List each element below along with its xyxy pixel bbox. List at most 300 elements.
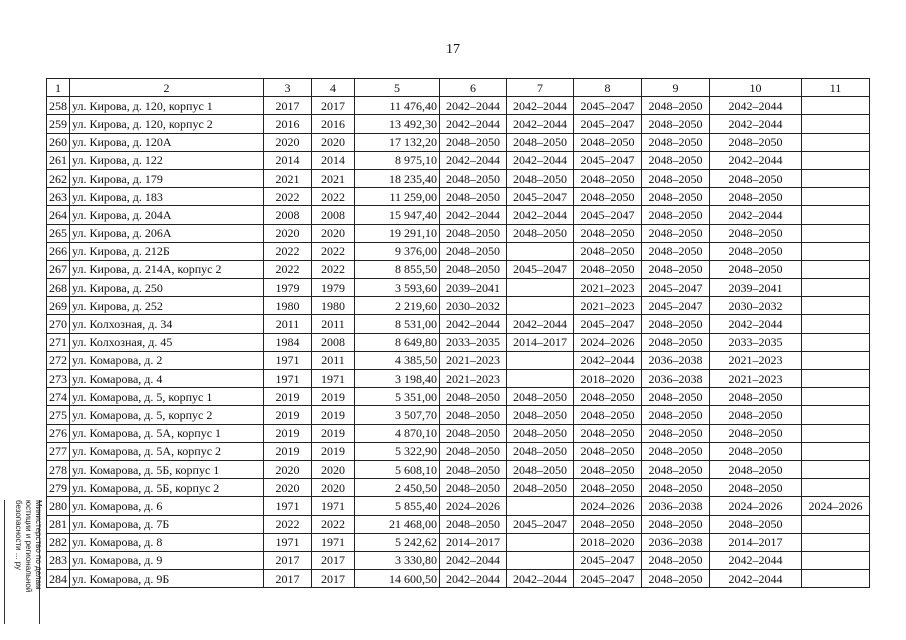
period-cell <box>802 351 870 369</box>
period-cell: 2045–2047 <box>574 315 642 333</box>
row-number: 280 <box>47 497 70 515</box>
row-number: 259 <box>47 115 70 133</box>
period-cell <box>802 115 870 133</box>
period-cell: 2048–2050 <box>710 388 802 406</box>
column-header: 4 <box>312 79 355 97</box>
year-cell: 2022 <box>312 188 355 206</box>
period-cell <box>507 370 574 388</box>
period-cell: 2048–2050 <box>710 442 802 460</box>
year-cell: 2020 <box>312 224 355 242</box>
period-cell: 2024–2026 <box>574 333 642 351</box>
period-cell <box>802 242 870 260</box>
row-number: 268 <box>47 279 70 297</box>
year-built-cell: 2022 <box>264 260 312 278</box>
address-cell: ул. Колхозная, д. 45 <box>70 333 264 351</box>
year-built-cell: 2020 <box>264 479 312 497</box>
area-cell: 5 322,90 <box>355 442 440 460</box>
year-cell: 1971 <box>312 533 355 551</box>
period-cell: 2048–2050 <box>642 260 710 278</box>
period-cell: 2048–2050 <box>507 442 574 460</box>
period-cell: 2042–2044 <box>710 570 802 588</box>
year-built-cell: 2019 <box>264 424 312 442</box>
row-number: 262 <box>47 169 70 187</box>
year-cell: 2021 <box>312 169 355 187</box>
column-header: 10 <box>710 79 802 97</box>
column-header: 7 <box>507 79 574 97</box>
period-cell: 2048–2050 <box>440 515 507 533</box>
period-cell: 2021–2023 <box>710 370 802 388</box>
row-number: 281 <box>47 515 70 533</box>
table-row <box>47 460 870 478</box>
period-cell: 2048–2050 <box>574 242 642 260</box>
period-cell: 2048–2050 <box>710 460 802 478</box>
year-built-cell: 1971 <box>264 351 312 369</box>
year-cell: 2022 <box>312 260 355 278</box>
period-cell: 2048–2050 <box>574 442 642 460</box>
period-cell: 2048–2050 <box>710 424 802 442</box>
period-cell: 2033–2035 <box>710 333 802 351</box>
table-row <box>47 497 870 515</box>
period-cell: 2045–2047 <box>642 297 710 315</box>
period-cell: 2048–2050 <box>574 133 642 151</box>
period-cell: 2042–2044 <box>440 206 507 224</box>
address-cell: ул. Комарова, д. 2 <box>70 351 264 369</box>
row-number: 284 <box>47 570 70 588</box>
area-cell: 13 492,30 <box>355 115 440 133</box>
period-cell: 2048–2050 <box>507 406 574 424</box>
column-header: 3 <box>264 79 312 97</box>
address-cell: ул. Комарова, д. 5А, корпус 2 <box>70 442 264 460</box>
stamp-text <box>13 500 43 624</box>
row-number: 275 <box>47 406 70 424</box>
period-cell: 2024–2026 <box>440 497 507 515</box>
stamp-line: Министерство по делам <box>34 500 43 590</box>
period-cell <box>802 206 870 224</box>
area-cell: 3 330,80 <box>355 551 440 569</box>
year-built-cell: 2020 <box>264 460 312 478</box>
period-cell: 2048–2050 <box>507 388 574 406</box>
period-cell: 2048–2050 <box>440 188 507 206</box>
row-number: 264 <box>47 206 70 224</box>
area-cell: 4 870,10 <box>355 424 440 442</box>
period-cell: 2048–2050 <box>574 169 642 187</box>
row-number: 266 <box>47 242 70 260</box>
year-cell: 2019 <box>312 442 355 460</box>
area-cell: 8 855,50 <box>355 260 440 278</box>
address-cell: ул. Комарова, д. 5, корпус 2 <box>70 406 264 424</box>
year-built-cell: 2017 <box>264 97 312 115</box>
period-cell: 2048–2050 <box>574 188 642 206</box>
address-cell: ул. Колхозная, д. 34 <box>70 315 264 333</box>
period-cell: 2042–2044 <box>507 206 574 224</box>
year-built-cell: 2022 <box>264 188 312 206</box>
period-cell <box>802 460 870 478</box>
year-built-cell: 2019 <box>264 388 312 406</box>
period-cell: 2024–2026 <box>802 497 870 515</box>
period-cell: 2042–2044 <box>440 551 507 569</box>
period-cell: 2048–2050 <box>642 479 710 497</box>
period-cell: 2021–2023 <box>710 351 802 369</box>
table-row <box>47 224 870 242</box>
year-cell: 2011 <box>312 351 355 369</box>
period-cell: 2036–2038 <box>642 351 710 369</box>
period-cell: 2048–2050 <box>440 260 507 278</box>
period-cell: 2039–2041 <box>440 279 507 297</box>
period-cell: 2048–2050 <box>642 406 710 424</box>
year-cell: 1971 <box>312 497 355 515</box>
period-cell: 2048–2050 <box>710 260 802 278</box>
row-number: 278 <box>47 460 70 478</box>
period-cell <box>802 424 870 442</box>
row-number: 282 <box>47 533 70 551</box>
year-cell: 2017 <box>312 97 355 115</box>
year-built-cell: 2011 <box>264 315 312 333</box>
period-cell: 2014–2017 <box>710 533 802 551</box>
year-built-cell: 2017 <box>264 551 312 569</box>
table-row <box>47 442 870 460</box>
period-cell <box>507 279 574 297</box>
year-cell: 2019 <box>312 388 355 406</box>
area-cell: 19 291,10 <box>355 224 440 242</box>
period-cell <box>802 279 870 297</box>
address-cell: ул. Кирова, д. 250 <box>70 279 264 297</box>
period-cell: 2042–2044 <box>710 97 802 115</box>
year-built-cell: 1971 <box>264 370 312 388</box>
address-cell: ул. Кирова, д. 206А <box>70 224 264 242</box>
year-built-cell: 2022 <box>264 515 312 533</box>
period-cell: 2048–2050 <box>574 406 642 424</box>
period-cell: 2030–2032 <box>710 297 802 315</box>
period-cell <box>802 388 870 406</box>
period-cell: 2048–2050 <box>574 224 642 242</box>
period-cell: 2024–2026 <box>710 497 802 515</box>
period-cell: 2018–2020 <box>574 370 642 388</box>
year-cell: 2014 <box>312 151 355 169</box>
year-built-cell: 2019 <box>264 442 312 460</box>
row-number: 260 <box>47 133 70 151</box>
table-body <box>47 97 870 588</box>
period-cell: 2048–2050 <box>440 406 507 424</box>
period-cell <box>802 333 870 351</box>
area-cell: 5 351,00 <box>355 388 440 406</box>
period-cell: 2048–2050 <box>507 460 574 478</box>
address-cell: ул. Кирова, д. 212Б <box>70 242 264 260</box>
period-cell: 2048–2050 <box>642 315 710 333</box>
year-cell: 2022 <box>312 515 355 533</box>
period-cell: 2021–2023 <box>440 370 507 388</box>
period-cell: 2048–2050 <box>642 460 710 478</box>
address-cell: ул. Комарова, д. 5Б, корпус 2 <box>70 479 264 497</box>
row-number: 270 <box>47 315 70 333</box>
year-built-cell: 1984 <box>264 333 312 351</box>
area-cell: 4 385,50 <box>355 351 440 369</box>
row-number: 265 <box>47 224 70 242</box>
period-cell <box>802 570 870 588</box>
period-cell <box>802 442 870 460</box>
year-cell: 2011 <box>312 315 355 333</box>
column-header: 11 <box>802 79 870 97</box>
table-row <box>47 188 870 206</box>
period-cell <box>802 151 870 169</box>
period-cell: 2048–2050 <box>440 242 507 260</box>
period-cell: 2048–2050 <box>507 424 574 442</box>
period-cell: 2048–2050 <box>642 515 710 533</box>
period-cell: 2048–2050 <box>642 424 710 442</box>
year-built-cell: 1980 <box>264 297 312 315</box>
period-cell: 2042–2044 <box>440 315 507 333</box>
table-row <box>47 297 870 315</box>
period-cell: 2048–2050 <box>507 133 574 151</box>
period-cell <box>507 497 574 515</box>
data-table <box>46 78 870 588</box>
table-row <box>47 169 870 187</box>
period-cell <box>802 406 870 424</box>
period-cell: 2048–2050 <box>574 424 642 442</box>
address-cell: ул. Комарова, д. 4 <box>70 370 264 388</box>
period-cell: 2048–2050 <box>642 242 710 260</box>
area-cell: 9 376,00 <box>355 242 440 260</box>
period-cell: 2048–2050 <box>642 388 710 406</box>
row-number: 274 <box>47 388 70 406</box>
period-cell: 2048–2050 <box>642 570 710 588</box>
period-cell: 2048–2050 <box>710 188 802 206</box>
period-cell: 2048–2050 <box>440 169 507 187</box>
table-row <box>47 115 870 133</box>
period-cell: 2042–2044 <box>440 570 507 588</box>
period-cell: 2048–2050 <box>440 133 507 151</box>
address-cell: ул. Комарова, д. 7Б <box>70 515 264 533</box>
period-cell <box>507 297 574 315</box>
table-row <box>47 133 870 151</box>
address-cell: ул. Кирова, д. 204А <box>70 206 264 224</box>
period-cell <box>802 515 870 533</box>
period-cell: 2048–2050 <box>642 224 710 242</box>
area-cell: 8 975,10 <box>355 151 440 169</box>
column-header: 6 <box>440 79 507 97</box>
year-built-cell: 1971 <box>264 533 312 551</box>
period-cell <box>802 551 870 569</box>
row-number: 261 <box>47 151 70 169</box>
period-cell: 2039–2041 <box>710 279 802 297</box>
period-cell: 2042–2044 <box>507 97 574 115</box>
area-cell: 18 235,40 <box>355 169 440 187</box>
year-cell: 1980 <box>312 297 355 315</box>
registration-stamp <box>4 500 43 624</box>
period-cell <box>802 224 870 242</box>
period-cell: 2048–2050 <box>574 388 642 406</box>
area-cell: 11 259,00 <box>355 188 440 206</box>
column-header: 5 <box>355 79 440 97</box>
table-row <box>47 424 870 442</box>
area-cell: 8 531,00 <box>355 315 440 333</box>
period-cell <box>802 97 870 115</box>
address-cell: ул. Комарова, д. 6 <box>70 497 264 515</box>
table-row <box>47 260 870 278</box>
address-cell: ул. Комарова, д. 8 <box>70 533 264 551</box>
period-cell: 2045–2047 <box>574 551 642 569</box>
period-cell: 2048–2050 <box>642 97 710 115</box>
year-cell: 2017 <box>312 551 355 569</box>
row-number: 272 <box>47 351 70 369</box>
period-cell: 2045–2047 <box>574 206 642 224</box>
year-cell: 2020 <box>312 460 355 478</box>
year-built-cell: 2020 <box>264 224 312 242</box>
column-header: 2 <box>70 79 264 97</box>
period-cell: 2045–2047 <box>507 188 574 206</box>
period-cell: 2048–2050 <box>642 333 710 351</box>
table-row <box>47 515 870 533</box>
period-cell: 2014–2017 <box>440 533 507 551</box>
period-cell: 2048–2050 <box>574 479 642 497</box>
period-cell: 2036–2038 <box>642 533 710 551</box>
period-cell: 2042–2044 <box>440 151 507 169</box>
period-cell: 2048–2050 <box>710 133 802 151</box>
period-cell: 2042–2044 <box>710 151 802 169</box>
period-cell: 2045–2047 <box>507 260 574 278</box>
period-cell: 2024–2026 <box>574 497 642 515</box>
period-cell: 2048–2050 <box>642 151 710 169</box>
address-cell: ул. Кирова, д. 122 <box>70 151 264 169</box>
table-row <box>47 370 870 388</box>
period-cell <box>802 315 870 333</box>
area-cell: 3 198,40 <box>355 370 440 388</box>
period-cell: 2048–2050 <box>440 442 507 460</box>
area-cell: 3 507,70 <box>355 406 440 424</box>
period-cell: 2048–2050 <box>440 460 507 478</box>
period-cell <box>802 533 870 551</box>
year-built-cell: 2021 <box>264 169 312 187</box>
table-row <box>47 551 870 569</box>
area-cell: 11 476,40 <box>355 97 440 115</box>
column-header: 8 <box>574 79 642 97</box>
period-cell: 2033–2035 <box>440 333 507 351</box>
period-cell: 2042–2044 <box>507 115 574 133</box>
address-cell: ул. Комарова, д. 9 <box>70 551 264 569</box>
period-cell: 2048–2050 <box>507 479 574 497</box>
period-cell: 2048–2050 <box>642 188 710 206</box>
year-built-cell: 2022 <box>264 242 312 260</box>
table-row <box>47 242 870 260</box>
period-cell: 2042–2044 <box>440 115 507 133</box>
period-cell <box>802 370 870 388</box>
period-cell: 2018–2020 <box>574 533 642 551</box>
period-cell: 2021–2023 <box>574 279 642 297</box>
period-cell: 2048–2050 <box>710 242 802 260</box>
stamp-line: безопасности ... ру <box>14 500 23 571</box>
period-cell <box>802 133 870 151</box>
year-built-cell: 2019 <box>264 406 312 424</box>
period-cell: 2048–2050 <box>642 206 710 224</box>
table-row <box>47 406 870 424</box>
period-cell: 2048–2050 <box>642 442 710 460</box>
period-cell <box>507 351 574 369</box>
table-row <box>47 351 870 369</box>
period-cell: 2042–2044 <box>710 206 802 224</box>
period-cell <box>507 533 574 551</box>
period-cell <box>802 479 870 497</box>
page-number: 17 <box>446 42 460 57</box>
period-cell: 2048–2050 <box>574 260 642 278</box>
period-cell: 2048–2050 <box>507 169 574 187</box>
area-cell: 14 600,50 <box>355 570 440 588</box>
period-cell: 2042–2044 <box>507 315 574 333</box>
period-cell <box>507 551 574 569</box>
table-row <box>47 151 870 169</box>
period-cell <box>802 297 870 315</box>
row-number: 277 <box>47 442 70 460</box>
area-cell: 8 649,80 <box>355 333 440 351</box>
year-cell: 2008 <box>312 206 355 224</box>
table-row <box>47 279 870 297</box>
year-cell: 2008 <box>312 333 355 351</box>
year-cell: 2020 <box>312 133 355 151</box>
period-cell: 2048–2050 <box>710 169 802 187</box>
period-cell <box>802 188 870 206</box>
table-row <box>47 479 870 497</box>
period-cell: 2042–2044 <box>710 315 802 333</box>
address-cell: ул. Кирова, д. 214А, корпус 2 <box>70 260 264 278</box>
year-built-cell: 2017 <box>264 570 312 588</box>
area-cell: 21 468,00 <box>355 515 440 533</box>
year-cell: 2017 <box>312 570 355 588</box>
column-header: 9 <box>642 79 710 97</box>
period-cell: 2021–2023 <box>574 297 642 315</box>
period-cell: 2048–2050 <box>710 515 802 533</box>
table-row <box>47 315 870 333</box>
table-row <box>47 533 870 551</box>
area-cell: 3 593,60 <box>355 279 440 297</box>
table-row <box>47 333 870 351</box>
period-cell: 2045–2047 <box>642 279 710 297</box>
area-cell: 17 132,20 <box>355 133 440 151</box>
address-cell: ул. Комарова, д. 9Б <box>70 570 264 588</box>
period-cell: 2048–2050 <box>710 479 802 497</box>
year-cell: 2019 <box>312 424 355 442</box>
address-cell: ул. Комарова, д. 5, корпус 1 <box>70 388 264 406</box>
period-cell: 2045–2047 <box>574 115 642 133</box>
row-number: 271 <box>47 333 70 351</box>
area-cell: 2 219,60 <box>355 297 440 315</box>
period-cell: 2014–2017 <box>507 333 574 351</box>
area-cell: 5 855,40 <box>355 497 440 515</box>
address-cell: ул. Кирова, д. 120А <box>70 133 264 151</box>
period-cell: 2048–2050 <box>440 424 507 442</box>
period-cell <box>802 260 870 278</box>
period-cell: 2042–2044 <box>507 151 574 169</box>
period-cell: 2045–2047 <box>574 570 642 588</box>
table-header-row <box>47 79 870 97</box>
period-cell: 2048–2050 <box>710 224 802 242</box>
address-cell: ул. Кирова, д. 120, корпус 2 <box>70 115 264 133</box>
row-number: 269 <box>47 297 70 315</box>
period-cell: 2048–2050 <box>507 224 574 242</box>
period-cell: 2048–2050 <box>440 479 507 497</box>
year-cell: 1979 <box>312 279 355 297</box>
period-cell: 2036–2038 <box>642 497 710 515</box>
area-cell: 2 450,50 <box>355 479 440 497</box>
row-number: 273 <box>47 370 70 388</box>
stamp-line: юстиции и региональной <box>24 500 33 593</box>
period-cell: 2048–2050 <box>440 388 507 406</box>
period-cell: 2048–2050 <box>574 460 642 478</box>
area-cell: 15 947,40 <box>355 206 440 224</box>
year-built-cell: 2008 <box>264 206 312 224</box>
year-cell: 2020 <box>312 479 355 497</box>
year-cell: 2022 <box>312 242 355 260</box>
address-cell: ул. Кирова, д. 183 <box>70 188 264 206</box>
period-cell: 2045–2047 <box>574 151 642 169</box>
period-cell: 2042–2044 <box>574 351 642 369</box>
